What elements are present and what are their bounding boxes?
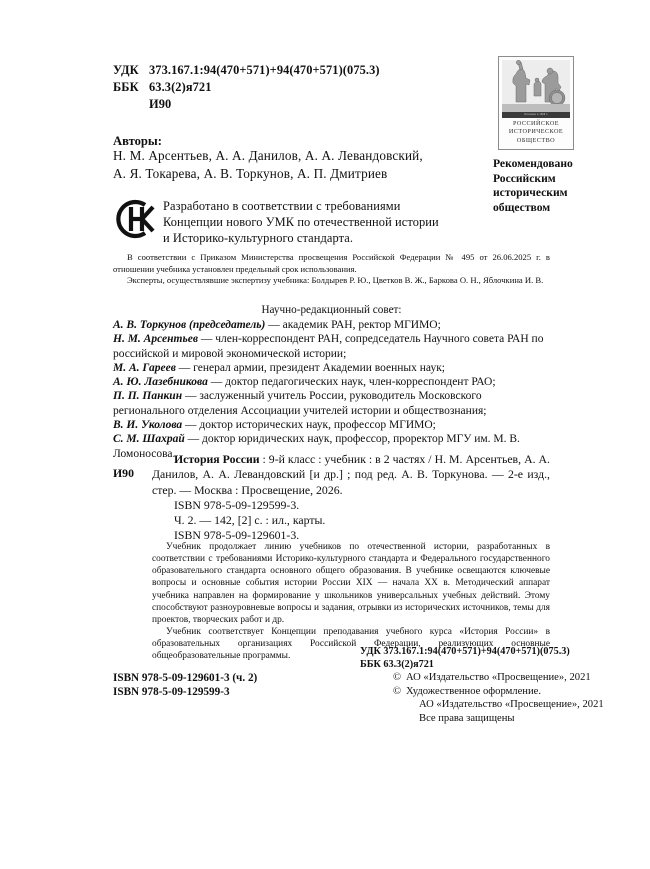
bottom-udk: УДК 373.167.1:94(470+571)+94(470+571)(075.3) xyxy=(360,646,570,657)
statue-illustration-icon xyxy=(502,60,570,112)
copyright-block xyxy=(393,671,604,725)
recommendation-text xyxy=(492,157,580,215)
board-member xyxy=(113,361,553,375)
emblem-caption xyxy=(502,118,570,147)
iks-note xyxy=(163,198,493,247)
board-member-desc: — заслуженный учитель России, руководитель Московского регионального отделения Ассоциации учителей истории и обществознания; xyxy=(113,390,487,417)
iks-note-line-1: Разработано в соответствии с требованиями xyxy=(163,199,401,213)
board-member xyxy=(113,389,553,418)
book-title: История России xyxy=(174,452,260,466)
authors-heading: Авторы: xyxy=(113,134,162,148)
emblem-caption-line-3: ОБЩЕСТВО xyxy=(516,136,556,144)
part-statement: Ч. 2. — 142, [2] с. : ил., карты. xyxy=(174,513,326,528)
annotation-paragraph-1: Учебник продолжает линию учебников по отечественной истории, разработанных в соответствии с требованиями Историко-культурного стандарта и Федерального государственного образовательного стандарта основного общего образования. В учебнике освещаются ключевые вопросы и основные события истории России XIX — начала XX в. Методический аппарат учебника направлен на формирование у школьников универсальных учебных действий. Этому способствуют разноуровневые вопросы и задания, отрывки из исторических источников, темы для проектов, творческих работ и др. xyxy=(152,542,550,625)
bibliographic-description xyxy=(152,452,550,498)
annotation-paragraph-2: Учебник соответствует Концепции преподавания учебного курса «История России» в образовательных организациях Российской Федерации, реализующих основные общеобразовательные программы. xyxy=(152,627,550,662)
emblem-caption-line-1: РОССИЙСКОЕ xyxy=(512,120,560,127)
iks-note-line-2: Концепции нового УМК по отечественной истории xyxy=(163,215,439,230)
bbk-value: 63.3(2)я721 xyxy=(149,80,212,94)
recommendation-line-1: Рекомендовано xyxy=(493,157,573,171)
board-member-desc: — академик РАН, ректор МГИМО; xyxy=(265,319,441,331)
classification-codes xyxy=(113,62,380,113)
editorial-board-title: Научно-редакционный совет: xyxy=(261,304,402,316)
copyright-line-3: АО «Издательство «Просвещение», 2021 xyxy=(419,699,604,711)
authors-line-2: А. Я. Токарева, А. В. Торкунов, А. П. Дмитриев xyxy=(113,165,388,181)
order-paragraph: В соответствии с Приказом Министерства просвещения Российской Федерации № 495 от 26.06.2025 г. в отношении учебника установлен предельный срок использования. xyxy=(113,252,550,274)
board-member-desc: — генерал армии, президент Академии военных наук; xyxy=(175,361,445,374)
copyright-line-2: Художественное оформление. xyxy=(406,685,541,697)
isbn-general: ISBN 978-5-09-129599-3. xyxy=(174,497,300,512)
copyright-row xyxy=(393,685,604,726)
board-member-desc: — доктор педагогических наук, член-корреспондент РАО; xyxy=(207,376,496,389)
copyright-line-4: Все права защищены xyxy=(419,712,515,724)
board-member xyxy=(113,418,553,432)
iks-note-line-3: и Историко-культурного стандарта. xyxy=(163,231,354,246)
board-member xyxy=(113,332,553,361)
board-member xyxy=(113,318,553,332)
bibliographic-record xyxy=(152,452,550,544)
bottom-classification-codes xyxy=(360,645,570,671)
iks-monogram-logo-icon xyxy=(112,196,158,242)
isbn-part: ISBN 978-5-09-129601-3. xyxy=(174,528,300,543)
udk-label: УДК xyxy=(113,63,139,77)
book-index-line xyxy=(113,96,380,113)
footer-isbn-general: ISBN 978-5-09-129599-3 xyxy=(113,686,230,699)
book-index: И90 xyxy=(149,97,172,111)
board-member-name: П. П. Панкин xyxy=(113,390,183,403)
authors-line-1: Н. М. Арсентьев, А. А. Данилов, А. А. Левандовский, xyxy=(113,148,423,163)
bottom-bbk: ББК 63.3(2)я721 xyxy=(360,659,434,670)
board-member-desc: — член-корреспондент РАН, сопредседатель Научного совета РАН по российской и мировой экономической истории; xyxy=(113,333,544,360)
board-member-name: А. В. Торкунов (председатель) xyxy=(113,319,266,331)
board-member-name: С. М. Шахрай xyxy=(113,433,185,446)
copyright-line-1: АО «Издательство «Просвещение», 2021 xyxy=(406,672,591,683)
board-member-name: А. Ю. Лазебникова xyxy=(113,376,208,389)
footer-isbn-block xyxy=(113,671,257,700)
editorial-board-list xyxy=(113,318,553,461)
copyright-mark-icon: © xyxy=(393,685,402,697)
udk-value: 373.167.1:94(470+571)+94(470+571)(075.3) xyxy=(149,63,380,77)
board-member xyxy=(113,375,553,389)
recommendation-block xyxy=(492,56,580,216)
russian-historical-society-emblem xyxy=(498,56,574,150)
emblem-founding-strip: Основано в 1866 г. xyxy=(502,112,570,118)
legal-notices xyxy=(113,252,550,287)
recommendation-line-3: историческим xyxy=(493,186,568,200)
bbk-label: ББК xyxy=(113,80,139,94)
udk-line xyxy=(113,62,380,79)
bibliographic-index: И90 xyxy=(113,466,134,480)
bibliographic-body: : 9-й класс : учебник : в 2 частях / Н. М. Арсентьев, А. А. Данилов, А. А. Левандовский [и др.] ; под ред. А. В. Торкунова. — 2-е изд., стер. — Москва : Просвещение, 2026. xyxy=(152,452,550,497)
board-member-name: М. А. Гареев xyxy=(113,361,176,374)
recommendation-line-2: Российским xyxy=(493,171,556,185)
emblem-caption-line-2: ИСТОРИЧЕСКОЕ xyxy=(508,128,564,136)
authors-list xyxy=(113,147,423,182)
board-member-desc: — доктор исторических наук, профессор МГИМО; xyxy=(182,419,436,432)
copyright-row xyxy=(393,671,604,685)
footer-isbn-part: ISBN 978-5-09-129601-3 (ч. 2) xyxy=(113,672,258,684)
board-member-desc: — доктор юридических наук, профессор, проректор МГУ им. М. В. Ломоносова. xyxy=(113,433,520,460)
bbk-line xyxy=(113,79,380,96)
board-member-name: Н. М. Арсентьев xyxy=(113,333,198,346)
recommendation-line-4: обществом xyxy=(493,201,551,214)
board-member-name: В. И. Уколова xyxy=(113,419,183,432)
experts-paragraph: Эксперты, осуществлявшие экспертизу учебника: Болдырев Р. Ю., Цветков В. Ж., Баркова О. Н., Яблочкина И. В. xyxy=(127,275,544,286)
copyright-mark-icon: © xyxy=(393,672,402,683)
